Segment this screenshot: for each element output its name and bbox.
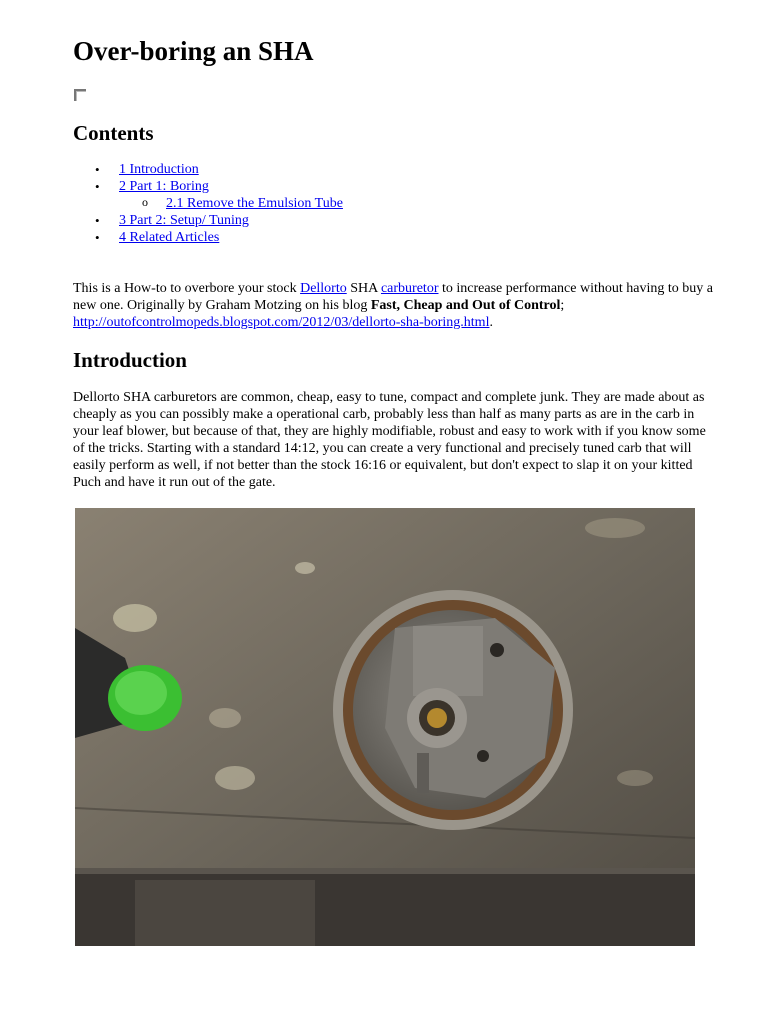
toc-link-introduction[interactable]: 1 Introduction: [119, 162, 199, 177]
toc-link-related-articles[interactable]: 4 Related Articles: [119, 230, 220, 245]
toc-item: [73, 195, 343, 212]
blog-name: Fast, Cheap and Out of Control: [370, 298, 561, 313]
toc-item: [73, 212, 343, 229]
toc-item: [73, 178, 343, 195]
toc-item: [73, 161, 343, 178]
toc-link-part1-boring[interactable]: 2 Part 1: Boring: [119, 179, 209, 194]
dellorto-link[interactable]: Dellorto: [300, 281, 347, 296]
carburetor-photo: [75, 508, 695, 946]
howto-text: This is a How-to to overbore your stock: [73, 281, 301, 296]
howto-text: to increase performance without having to buy a new one. Originally by Graham Motzing on his blog: [73, 281, 713, 313]
howto-text: ;: [560, 298, 565, 313]
introduction-heading: Introduction: [73, 348, 187, 372]
howto-text: SHA: [346, 281, 381, 296]
page-title: Over-boring an SHA: [73, 36, 314, 66]
blog-url-link[interactable]: http://outofcontrolmopeds.blogspot.com/2012/03/dellorto-sha-boring.html: [73, 315, 490, 330]
broken-image-icon: [74, 89, 86, 101]
howto-paragraph: [73, 280, 718, 331]
toc-item: [73, 229, 343, 246]
toc-link-part2-setup-tuning[interactable]: 3 Part 2: Setup/ Tuning: [119, 213, 249, 228]
introduction-paragraph: Dellorto SHA carburetors are common, cheap, easy to tune, compact and complete junk. They are made about as cheaply as you can possibly make a operational carb, probably less than half as many parts as are in the carb in your leaf blower, but because of that, they are highly modifiable, robust and easy to work with if you know some of the tricks. Starting with a standard 14:12, you can create a very functional and precisely tuned carb that will easily perform as well, if not better than the stock 16:16 or equivalent, but don't expect to slap it on your kitted Puch and have it run out of the gate.: [73, 390, 706, 490]
howto-text: .: [489, 315, 493, 330]
contents-heading: Contents: [73, 121, 154, 145]
carburetor-link[interactable]: carburetor: [380, 281, 439, 296]
table-of-contents: [73, 161, 343, 246]
toc-link-remove-emulsion-tube[interactable]: 2.1 Remove the Emulsion Tube: [166, 196, 343, 211]
